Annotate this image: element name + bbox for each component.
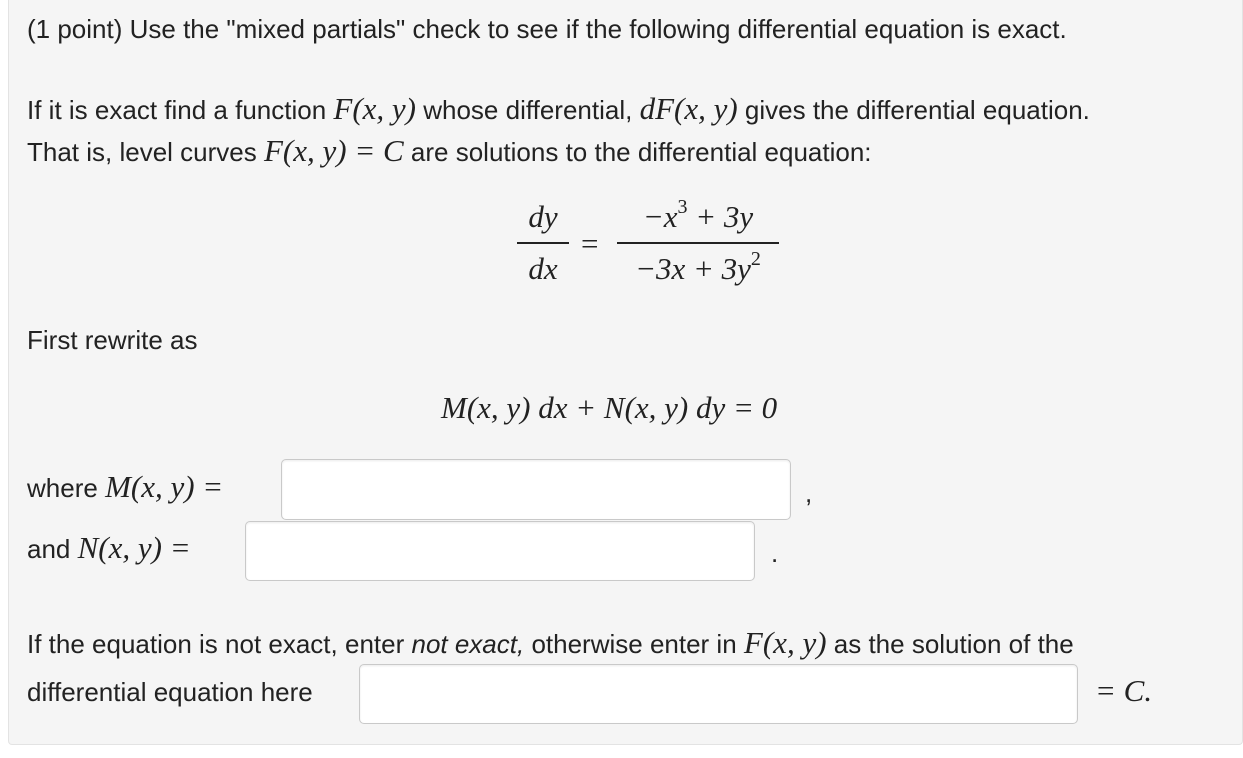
problem-card (8, 0, 1243, 745)
intro-text-1b: whose differential, (423, 95, 633, 125)
final-text-emphasis: not exact, (411, 629, 525, 659)
final-text-1a: If the equation is not exact, enter (27, 629, 405, 659)
intro-text-1c: gives the differential equation. (744, 95, 1090, 125)
lhs-fraction (517, 198, 569, 294)
intro-line-1 (27, 91, 1090, 126)
m-input[interactable] (281, 459, 791, 520)
rewrite-label: First rewrite as (27, 325, 198, 355)
equation-equals: = (581, 226, 599, 261)
math-M: M(x, y) = (105, 469, 224, 504)
lhs-fraction-bar (517, 242, 569, 244)
final-suffix: = C. (1095, 673, 1153, 708)
intro-line-2 (27, 133, 872, 168)
n-prefix: and (27, 534, 71, 564)
rewrite-equation: M(x, y) dx + N(x, y) dy = 0 (441, 390, 778, 425)
math-dF: dF(x, y) (639, 91, 738, 126)
n-input[interactable] (245, 521, 755, 581)
final-text-1b: otherwise enter in (531, 629, 737, 659)
final-line-2: differential equation here (27, 677, 313, 707)
intro-text-1: If it is exact find a function (27, 95, 327, 125)
lhs-denominator: dx (528, 251, 558, 286)
lhs-numerator: dy (528, 199, 558, 234)
problem-header: (1 point) Use the "mixed partials" check to see if the following differential equation is exact. (27, 14, 1067, 44)
m-row-label (27, 469, 224, 504)
m-suffix: , (805, 478, 813, 508)
intro-text-2b: are solutions to the differential equation: (410, 137, 872, 167)
math-F: F(x, y) (333, 91, 416, 126)
m-prefix: where (27, 473, 98, 503)
math-level-curve: F(x, y) = C (263, 133, 404, 168)
n-suffix: . (771, 538, 779, 568)
f-input[interactable] (359, 664, 1078, 724)
rhs-fraction (617, 198, 779, 294)
final-text-1c: as the solution of the (833, 629, 1074, 659)
n-row-label (27, 530, 191, 565)
rhs-numerator: $-x^3 + 3y$ (642, 196, 754, 234)
final-line-1 (27, 625, 1074, 660)
intro-text-2: That is, level curves (27, 137, 257, 167)
math-N: N(x, y) = (77, 530, 191, 565)
math-final-F: F(x, y) (743, 625, 827, 660)
rhs-fraction-bar (617, 242, 779, 244)
rhs-denominator: $-3x + 3y^2$ (635, 248, 761, 286)
